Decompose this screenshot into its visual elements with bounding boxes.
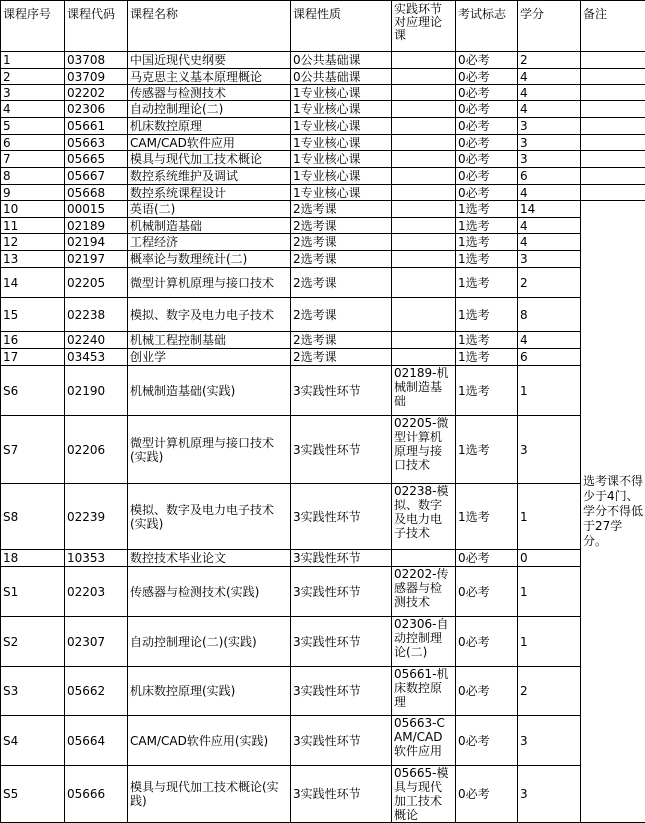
cell-credit: 3 <box>518 416 581 484</box>
cell-credit: 2 <box>518 52 581 69</box>
cell-exam: 1选考 <box>456 251 518 268</box>
table-row <box>1 268 645 298</box>
cell-exam: 0必考 <box>456 85 518 101</box>
cell-code: 05668 <box>65 185 128 201</box>
cell-code: 02190 <box>65 366 128 416</box>
header-theory: 实践环节对应理论课 <box>392 1 456 52</box>
cell-type: 0公共基础课 <box>291 52 392 69</box>
header-type: 课程性质 <box>291 1 392 52</box>
cell-seq: 5 <box>1 118 65 135</box>
cell-credit: 6 <box>518 168 581 185</box>
cell-credit: 4 <box>518 218 581 234</box>
cell-code: 05665 <box>65 151 128 168</box>
cell-type: 1专业核心课 <box>291 85 392 101</box>
cell-exam: 1选考 <box>456 416 518 484</box>
table-row <box>1 366 645 416</box>
cell-name: 机械工程控制基础 <box>128 332 291 349</box>
cell-credit: 3 <box>518 118 581 135</box>
cell-seq: 4 <box>1 101 65 118</box>
cell-code: 05667 <box>65 168 128 185</box>
cell-seq: 7 <box>1 151 65 168</box>
cell-credit: 4 <box>518 332 581 349</box>
cell-theory <box>392 185 456 201</box>
table-row <box>1 118 645 135</box>
cell-exam: 0必考 <box>456 667 518 716</box>
cell-name: 机床数控原理 <box>128 118 291 135</box>
cell-type: 3实践性环节 <box>291 567 392 617</box>
cell-exam: 1选考 <box>456 218 518 234</box>
table-row <box>1 185 645 201</box>
cell-credit: 3 <box>518 251 581 268</box>
cell-credit: 4 <box>518 234 581 251</box>
cell-seq: 2 <box>1 69 65 85</box>
cell-seq: 1 <box>1 52 65 69</box>
cell-code: 02238 <box>65 298 128 332</box>
cell-note-empty <box>581 69 645 85</box>
cell-credit: 3 <box>518 766 581 823</box>
table-row <box>1 234 645 251</box>
cell-seq: S2 <box>1 617 65 667</box>
cell-seq: 17 <box>1 349 65 366</box>
header-credit: 学分 <box>518 1 581 52</box>
cell-exam: 1选考 <box>456 366 518 416</box>
table-row <box>1 550 645 567</box>
cell-theory <box>392 85 456 101</box>
cell-note-empty <box>581 151 645 168</box>
cell-theory: 02238-模拟、数字及电力电子技术 <box>392 484 456 550</box>
cell-theory <box>392 69 456 85</box>
cell-code: 05662 <box>65 667 128 716</box>
cell-note-empty <box>581 168 645 185</box>
cell-seq: 3 <box>1 85 65 101</box>
cell-exam: 1选考 <box>456 298 518 332</box>
cell-name: 微型计算机原理与接口技术 <box>128 268 291 298</box>
cell-theory: 05665-模具与现代加工技术概论 <box>392 766 456 823</box>
cell-name: 模拟、数字及电力电子技术 <box>128 298 291 332</box>
cell-name: 微型计算机原理与接口技术(实践) <box>128 416 291 484</box>
cell-seq: 6 <box>1 135 65 151</box>
cell-exam: 0必考 <box>456 567 518 617</box>
cell-type: 1专业核心课 <box>291 135 392 151</box>
cell-seq: S7 <box>1 416 65 484</box>
cell-type: 2选考课 <box>291 349 392 366</box>
cell-name: 自动控制理论(二)(实践) <box>128 617 291 667</box>
cell-exam: 0必考 <box>456 52 518 69</box>
header-code: 课程代码 <box>65 1 128 52</box>
cell-exam: 1选考 <box>456 234 518 251</box>
cell-exam: 0必考 <box>456 135 518 151</box>
cell-theory: 02202-传感器与检测技术 <box>392 567 456 617</box>
cell-credit: 4 <box>518 85 581 101</box>
cell-seq: 14 <box>1 268 65 298</box>
cell-type: 2选考课 <box>291 298 392 332</box>
table-row <box>1 101 645 118</box>
cell-seq: 13 <box>1 251 65 268</box>
cell-type: 1专业核心课 <box>291 151 392 168</box>
cell-credit: 6 <box>518 349 581 366</box>
cell-credit: 1 <box>518 617 581 667</box>
table-row <box>1 349 645 366</box>
cell-name: 传感器与检测技术 <box>128 85 291 101</box>
cell-code: 02197 <box>65 251 128 268</box>
cell-theory: 02189-机械制造基础 <box>392 366 456 416</box>
cell-code: 03708 <box>65 52 128 69</box>
cell-theory <box>392 101 456 118</box>
cell-credit: 4 <box>518 69 581 85</box>
cell-credit: 2 <box>518 667 581 716</box>
cell-theory <box>392 218 456 234</box>
cell-theory <box>392 251 456 268</box>
cell-code: 03453 <box>65 349 128 366</box>
cell-seq: 12 <box>1 234 65 251</box>
cell-type: 3实践性环节 <box>291 366 392 416</box>
table-row <box>1 201 645 218</box>
cell-theory <box>392 298 456 332</box>
cell-type: 2选考课 <box>291 251 392 268</box>
header-exam: 考试标志 <box>456 1 518 52</box>
cell-name: 中国近现代史纲要 <box>128 52 291 69</box>
cell-code: 03709 <box>65 69 128 85</box>
cell-exam: 0必考 <box>456 617 518 667</box>
cell-type: 1专业核心课 <box>291 185 392 201</box>
cell-seq: 18 <box>1 550 65 567</box>
cell-type: 2选考课 <box>291 218 392 234</box>
cell-theory <box>392 151 456 168</box>
cell-credit: 3 <box>518 151 581 168</box>
cell-note-empty <box>581 52 645 69</box>
cell-code: 02202 <box>65 85 128 101</box>
cell-seq: S4 <box>1 716 65 766</box>
cell-credit: 1 <box>518 484 581 550</box>
cell-type: 1专业核心课 <box>291 101 392 118</box>
cell-seq: 15 <box>1 298 65 332</box>
cell-note: 选考课不得少于4门、学分不得低于27学分。 <box>581 201 645 823</box>
cell-credit: 14 <box>518 201 581 218</box>
cell-name: 模拟、数字及电力电子技术(实践) <box>128 484 291 550</box>
cell-name: 数控系统维护及调试 <box>128 168 291 185</box>
cell-type: 3实践性环节 <box>291 766 392 823</box>
cell-theory <box>392 349 456 366</box>
cell-seq: 10 <box>1 201 65 218</box>
cell-name: 模具与现代加工技术概论(实践) <box>128 766 291 823</box>
cell-credit: 1 <box>518 567 581 617</box>
cell-exam: 0必考 <box>456 101 518 118</box>
cell-theory: 05661-机床数控原理 <box>392 667 456 716</box>
cell-exam: 0必考 <box>456 118 518 135</box>
cell-code: 05663 <box>65 135 128 151</box>
cell-code: 00015 <box>65 201 128 218</box>
cell-theory <box>392 550 456 567</box>
cell-theory <box>392 52 456 69</box>
cell-note-empty <box>581 135 645 151</box>
cell-credit: 4 <box>518 101 581 118</box>
cell-code: 05661 <box>65 118 128 135</box>
header-name: 课程名称 <box>128 1 291 52</box>
cell-exam: 1选考 <box>456 201 518 218</box>
cell-credit: 2 <box>518 268 581 298</box>
cell-note-empty <box>581 185 645 201</box>
cell-exam: 0必考 <box>456 168 518 185</box>
cell-theory <box>392 118 456 135</box>
cell-code: 02205 <box>65 268 128 298</box>
cell-credit: 8 <box>518 298 581 332</box>
cell-code: 02307 <box>65 617 128 667</box>
cell-seq: 8 <box>1 168 65 185</box>
cell-name: 工程经济 <box>128 234 291 251</box>
cell-seq: S8 <box>1 484 65 550</box>
table-row <box>1 151 645 168</box>
cell-theory <box>392 332 456 349</box>
cell-seq: 9 <box>1 185 65 201</box>
cell-type: 1专业核心课 <box>291 118 392 135</box>
cell-theory <box>392 201 456 218</box>
table-row <box>1 135 645 151</box>
cell-name: 传感器与检测技术(实践) <box>128 567 291 617</box>
table-row <box>1 567 645 617</box>
cell-theory: 05663-CAM/CAD软件应用 <box>392 716 456 766</box>
table-row <box>1 766 645 823</box>
cell-exam: 1选考 <box>456 332 518 349</box>
table-row <box>1 484 645 550</box>
cell-name: 自动控制理论(二) <box>128 101 291 118</box>
table-row <box>1 251 645 268</box>
cell-credit: 3 <box>518 716 581 766</box>
cell-exam: 1选考 <box>456 349 518 366</box>
cell-code: 05666 <box>65 766 128 823</box>
cell-name: CAM/CAD软件应用(实践) <box>128 716 291 766</box>
cell-note-empty <box>581 101 645 118</box>
cell-name: 数控系统课程设计 <box>128 185 291 201</box>
cell-exam: 0必考 <box>456 716 518 766</box>
cell-type: 3实践性环节 <box>291 667 392 716</box>
cell-theory: 02306-自动控制理论(二) <box>392 617 456 667</box>
cell-name: 机械制造基础(实践) <box>128 366 291 416</box>
table-row <box>1 667 645 716</box>
cell-code: 02189 <box>65 218 128 234</box>
cell-theory <box>392 135 456 151</box>
cell-type: 3实践性环节 <box>291 550 392 567</box>
cell-type: 2选考课 <box>291 234 392 251</box>
table-row <box>1 69 645 85</box>
cell-exam: 0必考 <box>456 550 518 567</box>
table-row <box>1 617 645 667</box>
cell-exam: 0必考 <box>456 151 518 168</box>
cell-exam: 1选考 <box>456 268 518 298</box>
table-row <box>1 298 645 332</box>
cell-seq: S3 <box>1 667 65 716</box>
table-row <box>1 218 645 234</box>
cell-name: 数控技术毕业论文 <box>128 550 291 567</box>
cell-name: 马克思主义基本原理概论 <box>128 69 291 85</box>
table-row <box>1 332 645 349</box>
header-note: 备注 <box>581 1 645 52</box>
table-row <box>1 716 645 766</box>
cell-type: 0公共基础课 <box>291 69 392 85</box>
table-row <box>1 85 645 101</box>
cell-credit: 0 <box>518 550 581 567</box>
cell-note-empty <box>581 118 645 135</box>
cell-type: 3实践性环节 <box>291 617 392 667</box>
cell-code: 02194 <box>65 234 128 251</box>
cell-name: 概率论与数理统计(二) <box>128 251 291 268</box>
cell-type: 2选考课 <box>291 332 392 349</box>
cell-note-empty <box>581 85 645 101</box>
cell-code: 02203 <box>65 567 128 617</box>
cell-theory: 02205-微型计算机原理与接口技术 <box>392 416 456 484</box>
cell-seq: S1 <box>1 567 65 617</box>
cell-name: 英语(二) <box>128 201 291 218</box>
table-row <box>1 168 645 185</box>
cell-credit: 4 <box>518 185 581 201</box>
cell-type: 2选考课 <box>291 268 392 298</box>
cell-name: 创业学 <box>128 349 291 366</box>
header-seq: 课程序号 <box>1 1 65 52</box>
cell-seq: S5 <box>1 766 65 823</box>
cell-type: 3实践性环节 <box>291 716 392 766</box>
cell-seq: 16 <box>1 332 65 349</box>
cell-code: 02306 <box>65 101 128 118</box>
cell-type: 3实践性环节 <box>291 484 392 550</box>
cell-code: 02239 <box>65 484 128 550</box>
table-row <box>1 52 645 69</box>
cell-type: 3实践性环节 <box>291 416 392 484</box>
cell-credit: 3 <box>518 135 581 151</box>
cell-theory <box>392 268 456 298</box>
table-row <box>1 416 645 484</box>
cell-exam: 0必考 <box>456 185 518 201</box>
cell-exam: 0必考 <box>456 766 518 823</box>
cell-theory <box>392 234 456 251</box>
cell-code: 10353 <box>65 550 128 567</box>
cell-code: 02206 <box>65 416 128 484</box>
cell-seq: S6 <box>1 366 65 416</box>
cell-name: 机械制造基础 <box>128 218 291 234</box>
cell-exam: 0必考 <box>456 69 518 85</box>
cell-type: 2选考课 <box>291 201 392 218</box>
cell-code: 02240 <box>65 332 128 349</box>
cell-name: CAM/CAD软件应用 <box>128 135 291 151</box>
cell-name: 机床数控原理(实践) <box>128 667 291 716</box>
cell-type: 1专业核心课 <box>291 168 392 185</box>
cell-seq: 11 <box>1 218 65 234</box>
cell-name: 模具与现代加工技术概论 <box>128 151 291 168</box>
cell-credit: 1 <box>518 366 581 416</box>
cell-theory <box>392 168 456 185</box>
cell-exam: 1选考 <box>456 484 518 550</box>
header-row <box>1 1 645 52</box>
cell-code: 05664 <box>65 716 128 766</box>
